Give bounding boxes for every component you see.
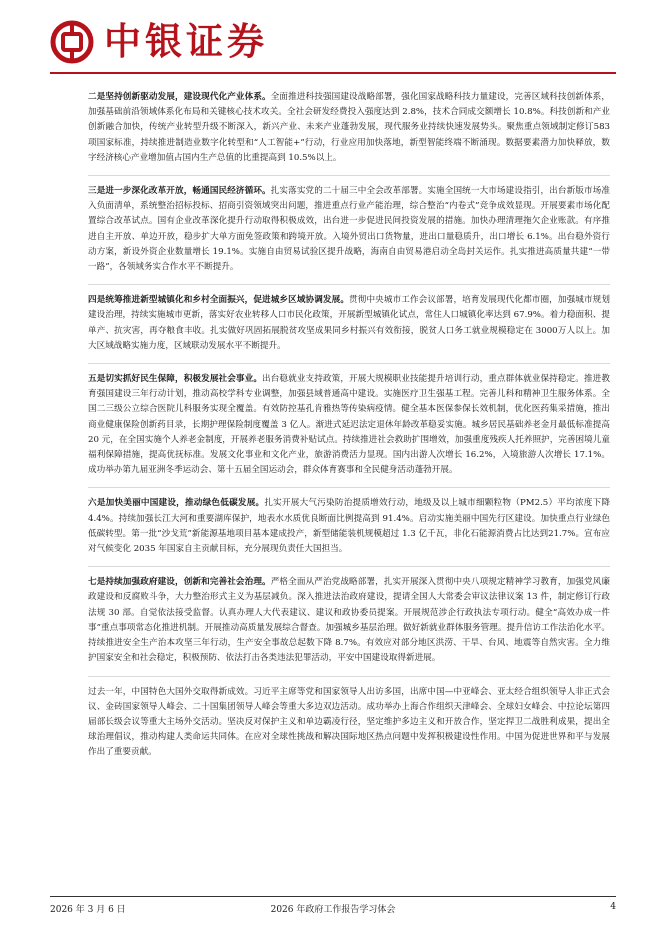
report-body bbox=[88, 90, 610, 770]
paragraph-innovation bbox=[88, 90, 610, 166]
paragraph-governance bbox=[88, 575, 610, 666]
paragraph-lead: 七是持续加强政府建设，创新和完善社会治理。 bbox=[88, 577, 271, 588]
page-header bbox=[0, 0, 662, 84]
section-divider bbox=[88, 175, 610, 176]
footer-date: 2026 年 3 月 6 日 bbox=[50, 905, 126, 915]
footer-rule bbox=[50, 896, 616, 897]
paragraph-text: 过去一年，中国特色大国外交取得新成效。习近平主席等党和国家领导人出访多国，出席中国—中亚峰会、亚太经合组织领导人非正式会议、金砖国家领导人峰会、二十国集团领导人峰会等重大多边双边活动。成功举办上海合作组织天津峰会、全球妇女峰会、中拉论坛第四届部长级会议等重大主场外交活动。坚决反对保护主义和单边霸凌行径，坚定维护多边主义和开放合作，坚定捍卫二战胜利成果，提出全球治理倡议，推动构建人类命运共同体。在应对全球性挑战和解决国际地区热点问题中发挥积极建设性作用。中国为促进世界和平与发展作出了重要贡献。 bbox=[88, 686, 610, 758]
paragraph-livelihood bbox=[88, 372, 610, 478]
paragraph-diplomacy bbox=[88, 685, 610, 761]
paragraph-lead: 三是进一步深化改革开放，畅通国民经济循环。 bbox=[88, 186, 271, 197]
brand-name: 中银证券 bbox=[104, 20, 268, 63]
section-divider bbox=[88, 363, 610, 364]
section-divider bbox=[88, 566, 610, 567]
paragraph-text: 扎实开展大气污染防治提质增效行动，地级及以上城市细颗粒物（PM2.5）平均浓度下降 4.4%。持续加强长江大河和重要湖库保护，地表水水质优良断面比例提高到 91.4%。启动实施美丽中国先行区建设。加快重点行业绿色低碳转型。第一批“沙戈荒”新能源基地项目基本建成投产，新型储能装机规模超过 1.3 亿千瓦，非化石能源消费占比达到21.7%。宣布应对气候变化 2035 年国家自主贡献目标，充分展现负责任大国担当。 bbox=[88, 498, 610, 555]
paragraph-text: 出台稳就业支持政策，开展大规模职业技能提升培训行动，重点群体就业保持稳定。推进教育强国建设三年行动计划，推动高校学科专业调整，加强县域普通高中建设。实施医疗卫生强基工程。完善儿科和精神卫生服务体系。全国二三级公立综合医院儿科服务实现全覆盖。有效防控基孔肯雅热等传染病疫情。健全基本医保参保长效机制，优化医药集采措施，推出商业健康保险创新药目录，长期护理保险制度覆盖 3 亿人。渐进式延迟法定退休年龄改革稳妥实施。城乡居民基础养老金月最低标准提高 20 元，在全国实施个人养老金制度，开展养老服务消费补贴试点。持续推进社会救助扩围增效，加强重度残疾人托养照护，完善困境儿童福利保障措施，提高优抚标准。发展文化事业和文化产业，旅游消费活力显现。国内出游人次增长 16.2%，入境旅游人次增长 17.1%。成功举办第九届亚洲冬季运动会、第十五届全国运动会，群众体育赛事和全民健身活动蓬勃开展。 bbox=[88, 374, 610, 476]
paragraph-text: 严格全面从严治党战略部署，扎实开展深入贯彻中央八项规定精神学习教育，加强党风廉政建设和反腐败斗争，大力整治形式主义为基层减负。深入推进法治政府建设，提请全国人大常委会审议法律议案 13 件，制定修订行政法规 30 部。自觉依法接受监督。认真办理人大代表建议、建议和政协委员提案。开展规范涉企行政执法专项行动。健全“高效办成一件事”重点事项常态化推进机制。开展推动高质量发展综合督查。加强城乡基层治理。做好新就业群体服务管理。提升信访工作法治化水平。持续推进安全生产治本攻坚三年行动，生产安全事故总起数下降 8.7%。有效应对部分地区洪涝、干旱、台风、地震等自然灾害。全力维护国家安全和社会稳定，积极预防、依法打击各类违法犯罪活动，平安中国建设取得新进展。 bbox=[88, 577, 610, 664]
paragraph-reform bbox=[88, 184, 610, 275]
paragraph-lead: 五是切实抓好民生保障，积极发展社会事业。 bbox=[88, 374, 263, 385]
bank-of-china-logo-icon bbox=[50, 20, 94, 64]
paragraph-lead: 二是坚持创新驱动发展，建设现代化产业体系。 bbox=[88, 92, 271, 102]
page-footer bbox=[50, 896, 616, 916]
section-divider bbox=[88, 676, 610, 677]
paragraph-text: 扎实落实党的二十届三中全会改革部署。实施全国统一大市场建设指引，出台新版市场准入负面清单，系统整治招标投标、招商引资领域突出问题，推进重点行业产能治理，综合整治“内卷式”竞争成效显现。开展要素市场化配置综合改革试点。国有企业改革深化提升行动取得积极成效，出台进一步促进民间投资发展的措施。加快办理清理拖欠企业账款。有序推进自主开放、单边开放，稳步扩大单方面免签政策和跨境开放。入境外贸出口货物量，进出口量稳质升，出口增长 6.1%。出台稳外资行动方案，新设外资企业数量增长 19.1%。实施自由贸易试验区提升战略，海南自由贸易港启动全岛封关运作。扎实推进高质量共建“一带一路”，各领域务实合作水平不断提升。 bbox=[88, 186, 610, 273]
paragraph-text: 全面推进科技强国建设战略部署，强化国家战略科技力量建设，完善区域科技创新体系，加强基础前沿领域体系化布局和关键核心技术攻关。全社会研发经费投入强度达到 2.8%，技术合同成交额增长 10.8%。科技创新和产业创新融合加快，传统产业转型升级不断深入，新兴产业、未来产业蓬勃发展，现代服务业持续快速发展势头。聚焦重点领域制定修订583项国家标准，持续推进制造业数字化转型和“人工智能+”行动，行业应用加快落地，新型智能终端不断涌现。数据要素潜力加快释放，数字经济核心产业增加值占国内生产总值的比重提高到 10.5%以上。 bbox=[88, 92, 610, 163]
paragraph-ecology bbox=[88, 496, 610, 557]
paragraph-lead: 四是统筹推进新型城镇化和乡村全面振兴，促进城乡区域协调发展。 bbox=[88, 295, 350, 306]
section-divider bbox=[88, 284, 610, 285]
page-number: 4 bbox=[610, 902, 616, 912]
header-rule bbox=[50, 72, 616, 74]
section-divider bbox=[88, 487, 610, 488]
paragraph-urbanization bbox=[88, 293, 610, 354]
paragraph-text: 贯彻中央城市工作会议部署，培育发展现代化都市圈，加强城市规划建设治理，持续实施城市更新，落实好农业转移人口市民化政策，开展新型城镇化试点，常住人口城镇化率达到 67.9%。着力稳面积、提单产、抗灾害，再夺粮食丰收。扎实做好巩固拓展脱贫攻坚成果同乡村振兴有效衔接，脱贫人口务工就业规模稳定在 3000万人以上。加大区域战略实施力度，区域联动发展水平不断提升。 bbox=[88, 295, 610, 351]
footer-title: 2026 年政府工作报告学习体会 bbox=[270, 905, 396, 915]
paragraph-lead: 六是加快美丽中国建设，推动绿色低碳发展。 bbox=[88, 498, 265, 509]
